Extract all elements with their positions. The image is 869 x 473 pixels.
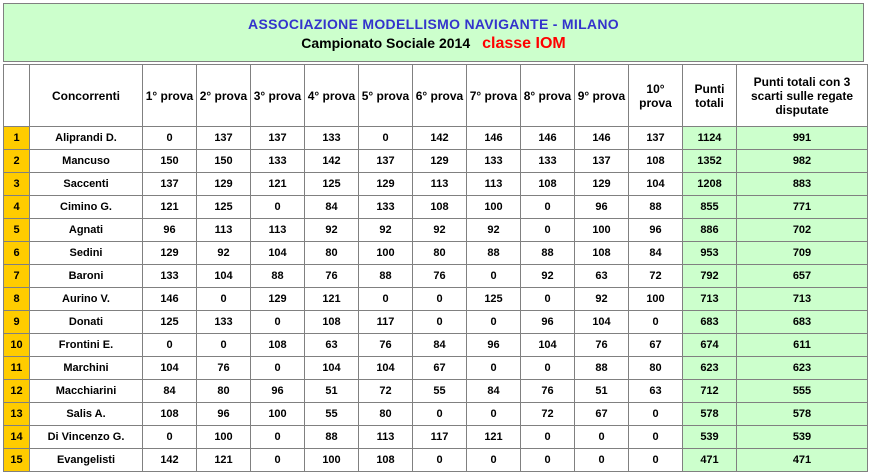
race-score: 80 [629, 357, 683, 380]
race-header: 6° prova [413, 65, 467, 127]
race-score: 0 [413, 288, 467, 311]
race-score: 0 [467, 449, 521, 472]
race-score: 80 [305, 242, 359, 265]
race-score: 142 [413, 127, 467, 150]
race-score: 0 [521, 288, 575, 311]
total-points: 683 [683, 311, 737, 334]
race-score: 0 [467, 403, 521, 426]
race-score: 125 [305, 173, 359, 196]
rank-cell: 3 [4, 173, 30, 196]
total-points: 886 [683, 219, 737, 242]
race-score: 0 [575, 449, 629, 472]
race-score: 133 [305, 127, 359, 150]
race-score: 104 [251, 242, 305, 265]
competitor-name: Macchiarini [30, 380, 143, 403]
table-row [4, 242, 868, 265]
race-score: 96 [467, 334, 521, 357]
table-row [4, 196, 868, 219]
race-score: 76 [575, 334, 629, 357]
rank-cell: 8 [4, 288, 30, 311]
table-row [4, 426, 868, 449]
race-score: 0 [467, 265, 521, 288]
race-score: 100 [359, 242, 413, 265]
race-score: 121 [467, 426, 521, 449]
table-row [4, 380, 868, 403]
race-score: 129 [251, 288, 305, 311]
race-score: 108 [413, 196, 467, 219]
race-score: 100 [197, 426, 251, 449]
race-score: 0 [251, 426, 305, 449]
race-header: 3° prova [251, 65, 305, 127]
total-points: 713 [683, 288, 737, 311]
race-header: 9° prova [575, 65, 629, 127]
race-header: 4° prova [305, 65, 359, 127]
race-score: 88 [467, 242, 521, 265]
race-score: 133 [143, 265, 197, 288]
race-score: 100 [575, 219, 629, 242]
race-score: 137 [359, 150, 413, 173]
race-score: 88 [575, 357, 629, 380]
race-score: 142 [305, 150, 359, 173]
race-header: 10° prova [629, 65, 683, 127]
race-score: 100 [629, 288, 683, 311]
race-score: 113 [467, 173, 521, 196]
net-points: 611 [737, 334, 868, 357]
race-score: 129 [359, 173, 413, 196]
race-score: 92 [467, 219, 521, 242]
total-points: 674 [683, 334, 737, 357]
race-score: 0 [521, 357, 575, 380]
competitor-name: Agnati [30, 219, 143, 242]
total-points: 712 [683, 380, 737, 403]
competitor-name: Baroni [30, 265, 143, 288]
race-score: 129 [197, 173, 251, 196]
race-score: 100 [305, 449, 359, 472]
race-score: 125 [143, 311, 197, 334]
table-row [4, 219, 868, 242]
race-score: 0 [251, 357, 305, 380]
table-row [4, 449, 868, 472]
race-score: 104 [197, 265, 251, 288]
net-points: 713 [737, 288, 868, 311]
total-points: 578 [683, 403, 737, 426]
race-score: 104 [629, 173, 683, 196]
race-score: 108 [359, 449, 413, 472]
championship-label: Campionato Sociale 2014 [301, 35, 471, 51]
table-row [4, 288, 868, 311]
race-score: 0 [413, 403, 467, 426]
competitor-name: Saccenti [30, 173, 143, 196]
race-score: 113 [359, 426, 413, 449]
net-points: 982 [737, 150, 868, 173]
race-score: 84 [143, 380, 197, 403]
race-score: 63 [575, 265, 629, 288]
race-score: 133 [251, 150, 305, 173]
header-banner [3, 3, 864, 62]
competitor-name: Donati [30, 311, 143, 334]
race-score: 125 [197, 196, 251, 219]
race-score: 92 [521, 265, 575, 288]
race-score: 150 [143, 150, 197, 173]
race-score: 76 [197, 357, 251, 380]
race-score: 0 [251, 449, 305, 472]
race-score: 133 [521, 150, 575, 173]
total-points: 855 [683, 196, 737, 219]
race-score: 108 [305, 311, 359, 334]
race-score: 146 [467, 127, 521, 150]
race-score: 84 [413, 334, 467, 357]
race-score: 121 [305, 288, 359, 311]
race-score: 0 [629, 449, 683, 472]
race-score: 108 [629, 150, 683, 173]
race-score: 80 [413, 242, 467, 265]
rank-cell: 5 [4, 219, 30, 242]
net-points: 702 [737, 219, 868, 242]
net-points: 623 [737, 357, 868, 380]
rank-cell: 4 [4, 196, 30, 219]
rank-cell: 13 [4, 403, 30, 426]
race-header: 1° prova [143, 65, 197, 127]
table-row [4, 357, 868, 380]
race-score: 76 [359, 334, 413, 357]
race-score: 88 [521, 242, 575, 265]
race-score: 72 [629, 265, 683, 288]
race-score: 146 [143, 288, 197, 311]
race-score: 92 [413, 219, 467, 242]
table-row [4, 403, 868, 426]
rank-cell: 1 [4, 127, 30, 150]
race-score: 108 [575, 242, 629, 265]
race-score: 67 [413, 357, 467, 380]
rank-cell: 10 [4, 334, 30, 357]
race-score: 76 [521, 380, 575, 403]
results-body [4, 127, 868, 472]
race-score: 133 [359, 196, 413, 219]
race-score: 0 [413, 311, 467, 334]
race-score: 51 [305, 380, 359, 403]
total-points: 1124 [683, 127, 737, 150]
race-score: 113 [413, 173, 467, 196]
name-header: Concorrenti [30, 65, 143, 127]
race-score: 0 [251, 196, 305, 219]
competitor-name: Mancuso [30, 150, 143, 173]
competitor-name: Aurino V. [30, 288, 143, 311]
race-score: 63 [629, 380, 683, 403]
race-score: 55 [305, 403, 359, 426]
rank-cell: 9 [4, 311, 30, 334]
race-score: 67 [629, 334, 683, 357]
total-points: 623 [683, 357, 737, 380]
competitor-name: Sedini [30, 242, 143, 265]
race-score: 100 [467, 196, 521, 219]
race-score: 0 [143, 334, 197, 357]
race-score: 117 [359, 311, 413, 334]
race-score: 0 [521, 449, 575, 472]
race-score: 129 [575, 173, 629, 196]
total-points: 471 [683, 449, 737, 472]
race-score: 0 [575, 426, 629, 449]
net-points: 471 [737, 449, 868, 472]
race-score: 125 [467, 288, 521, 311]
race-score: 96 [575, 196, 629, 219]
table-row [4, 150, 868, 173]
page-title: ASSOCIAZIONE MODELLISMO NAVIGANTE - MILANO [248, 16, 619, 32]
race-score: 0 [629, 311, 683, 334]
race-score: 137 [629, 127, 683, 150]
race-score: 108 [521, 173, 575, 196]
race-score: 0 [251, 311, 305, 334]
race-score: 117 [413, 426, 467, 449]
race-score: 72 [359, 380, 413, 403]
net-points: 683 [737, 311, 868, 334]
race-score: 0 [467, 311, 521, 334]
race-score: 133 [467, 150, 521, 173]
table-row [4, 265, 868, 288]
race-score: 80 [359, 403, 413, 426]
race-score: 121 [143, 196, 197, 219]
rank-cell: 7 [4, 265, 30, 288]
race-header: 8° prova [521, 65, 575, 127]
race-score: 137 [251, 127, 305, 150]
race-score: 96 [251, 380, 305, 403]
race-score: 96 [521, 311, 575, 334]
competitor-name: Cimino G. [30, 196, 143, 219]
net-points: 991 [737, 127, 868, 150]
race-score: 84 [467, 380, 521, 403]
race-header: 7° prova [467, 65, 521, 127]
total-points: 1352 [683, 150, 737, 173]
total-points: 1208 [683, 173, 737, 196]
race-score: 104 [521, 334, 575, 357]
race-score: 0 [629, 403, 683, 426]
race-score: 67 [575, 403, 629, 426]
race-score: 121 [251, 173, 305, 196]
race-score: 88 [305, 426, 359, 449]
race-score: 121 [197, 449, 251, 472]
race-score: 150 [197, 150, 251, 173]
race-score: 137 [575, 150, 629, 173]
net-points: 555 [737, 380, 868, 403]
race-score: 92 [575, 288, 629, 311]
race-score: 146 [521, 127, 575, 150]
race-score: 0 [143, 426, 197, 449]
competitor-name: Di Vincenzo G. [30, 426, 143, 449]
total-points: 953 [683, 242, 737, 265]
race-score: 0 [629, 426, 683, 449]
competitor-name: Salis A. [30, 403, 143, 426]
rank-cell: 15 [4, 449, 30, 472]
race-score: 76 [305, 265, 359, 288]
race-score: 0 [359, 288, 413, 311]
net-points: 709 [737, 242, 868, 265]
race-score: 0 [197, 334, 251, 357]
results-table [3, 64, 868, 472]
race-score: 96 [143, 219, 197, 242]
race-score: 84 [305, 196, 359, 219]
race-score: 0 [521, 196, 575, 219]
competitor-name: Marchini [30, 357, 143, 380]
race-score: 142 [143, 449, 197, 472]
race-score: 92 [305, 219, 359, 242]
table-header-row [4, 65, 868, 127]
race-score: 0 [143, 127, 197, 150]
race-score: 88 [359, 265, 413, 288]
rank-cell: 6 [4, 242, 30, 265]
competitor-name: Evangelisti [30, 449, 143, 472]
race-header: 5° prova [359, 65, 413, 127]
race-score: 100 [251, 403, 305, 426]
page-subtitle [4, 35, 863, 53]
race-header: 2° prova [197, 65, 251, 127]
net-points: 539 [737, 426, 868, 449]
race-score: 80 [197, 380, 251, 403]
competitor-name: Aliprandi D. [30, 127, 143, 150]
net-points: 883 [737, 173, 868, 196]
race-score: 113 [251, 219, 305, 242]
race-score: 129 [413, 150, 467, 173]
total-header: Punti totali [683, 65, 737, 127]
total-points: 539 [683, 426, 737, 449]
race-score: 0 [413, 449, 467, 472]
race-score: 88 [629, 196, 683, 219]
class-label: classe IOM [482, 35, 566, 52]
rank-cell: 2 [4, 150, 30, 173]
race-score: 0 [197, 288, 251, 311]
table-row [4, 334, 868, 357]
rank-cell: 14 [4, 426, 30, 449]
table-row [4, 173, 868, 196]
rank-cell: 11 [4, 357, 30, 380]
race-score: 0 [521, 426, 575, 449]
race-score: 55 [413, 380, 467, 403]
race-score: 133 [197, 311, 251, 334]
race-score: 108 [143, 403, 197, 426]
race-score: 96 [197, 403, 251, 426]
race-score: 63 [305, 334, 359, 357]
race-score: 0 [521, 219, 575, 242]
race-score: 104 [143, 357, 197, 380]
net-points: 771 [737, 196, 868, 219]
race-score: 0 [359, 127, 413, 150]
race-score: 104 [305, 357, 359, 380]
race-score: 84 [629, 242, 683, 265]
race-score: 51 [575, 380, 629, 403]
race-score: 104 [575, 311, 629, 334]
net-points: 578 [737, 403, 868, 426]
net-points: 657 [737, 265, 868, 288]
rank-cell: 12 [4, 380, 30, 403]
race-score: 92 [197, 242, 251, 265]
race-score: 137 [143, 173, 197, 196]
race-score: 92 [359, 219, 413, 242]
race-score: 129 [143, 242, 197, 265]
rank-header [4, 65, 30, 127]
race-score: 72 [521, 403, 575, 426]
race-score: 113 [197, 219, 251, 242]
competitor-name: Frontini E. [30, 334, 143, 357]
table-row [4, 311, 868, 334]
race-score: 88 [251, 265, 305, 288]
race-score: 137 [197, 127, 251, 150]
net-total-header: Punti totali con 3 scarti sulle regate disputate [737, 65, 868, 127]
table-row [4, 127, 868, 150]
race-score: 146 [575, 127, 629, 150]
race-score: 76 [413, 265, 467, 288]
race-score: 96 [629, 219, 683, 242]
race-score: 0 [467, 357, 521, 380]
total-points: 792 [683, 265, 737, 288]
race-score: 108 [251, 334, 305, 357]
race-score: 104 [359, 357, 413, 380]
